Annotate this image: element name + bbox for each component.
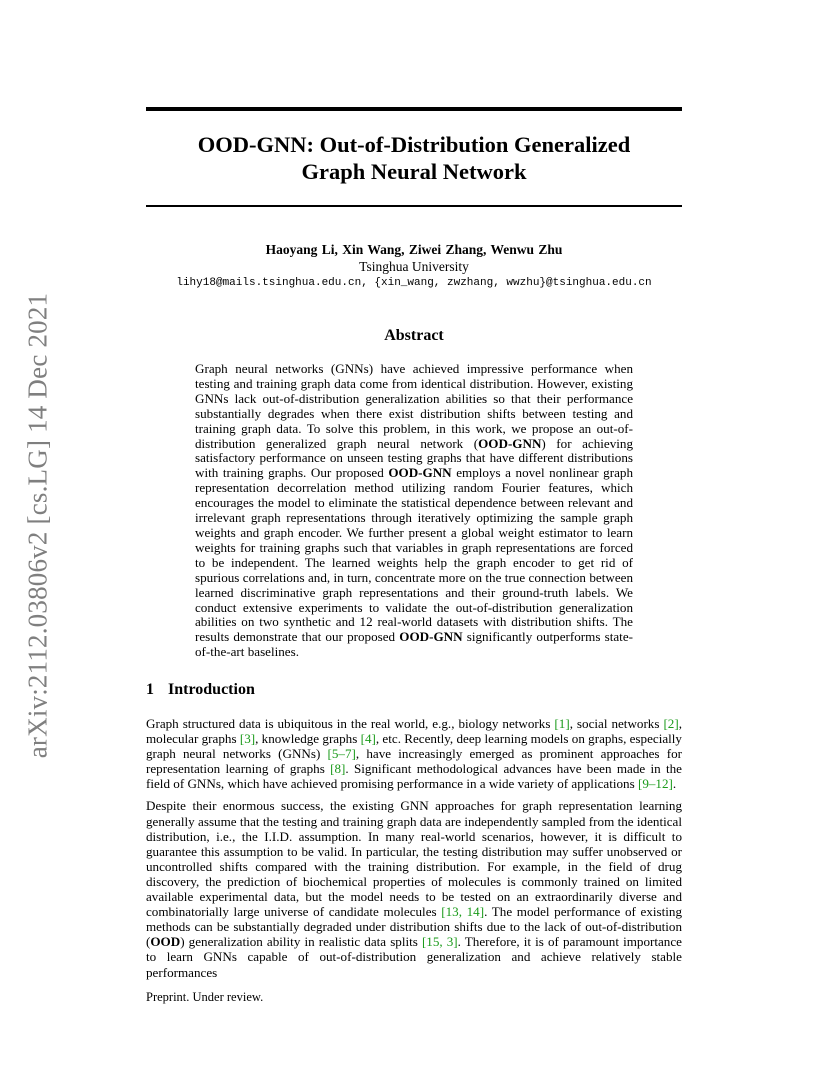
abstract-text: significantly outperforms state-of-the-art baselines. [195, 629, 633, 660]
section-heading [146, 681, 255, 699]
abstract-body [195, 362, 633, 660]
body-text: , etc. Recently, deep learning models on graphs, especially graph neural networks (GNNs) [146, 731, 682, 762]
citation-link[interactable]: [8] [330, 761, 346, 777]
abstract-text: Graph neural networks (GNNs) have achieved impressive performance when testing and training graph data come from identical distribution. However, existing GNNs lack out-of-distribution generalization abilities so that their performance substantially degrades when there exist distribution shifts between testing and training graph data. To solve this problem, in this work, we propose an out-of-distribution generalized graph neural network ( [195, 361, 633, 451]
intro-paragraph-2 [146, 798, 682, 979]
footer-note: Preprint. Under review. [146, 990, 264, 1004]
abstract-text: ) for achieving satisfactory performance on unseen testing graphs that have different distributions with training graphs. Our proposed [195, 435, 633, 481]
abstract-text: employs a novel nonlinear graph representation decorrelation method utilizing random Fourier features, which encourages the model to eliminate the statistical dependence between relevant and irrelevant graph representations through iteratively optimizing the sample graph weights and graph encoder. We further present a global weight estimator to learn weights for training graphs such that variables in graph representations are forced to be independent. The learned weights help the graph encoder to get rid of spurious correlations and, in turn, concentrate more on the true connection between learned discriminative graph representations and their ground-truth labels. We conduct extensive experiments to validate the out-of-distribution generalization abilities on two synthetic and 12 real-world datasets with distribution shifts. The results demonstrate that our proposed [195, 465, 633, 645]
citation-link[interactable]: [2] [663, 716, 679, 731]
section-title: Introduction [168, 681, 255, 698]
citation-link[interactable]: [4] [360, 731, 376, 747]
body-text: , social networks [569, 716, 664, 731]
body-text: , have increasingly emerged as prominent approaches for representation learning of graphs [146, 746, 682, 777]
abstract-paragraph [195, 362, 633, 660]
citation-link[interactable]: [3] [239, 731, 256, 747]
body-text: Despite their enormous success, the existing GNN approaches for graph representation learning generally assume that the testing and training graph data are independently sampled from the identical distribution, i.e., the I.I.D. assumption. In many real-world scenarios, however, it is difficult to guarantee this assumption to be valid. In particular, the testing distribution may suffer unobserved or uncontrolled shifts compared with the training distribution. For example, in the field of drug discovery, the prediction of biochemical properties of molecules is commonly trained on limited available experimental data, but the model needs to be tested on an extraordinarily diverse and combinatorially large universe of candidate molecules [146, 798, 682, 920]
paper-title [146, 131, 682, 185]
body-text: Graph structured data is ubiquitous in the real world, e.g., biology networks [146, 716, 555, 731]
arxiv-identifier [8, 290, 68, 760]
title-top-rule [146, 107, 682, 111]
title-bottom-rule [146, 205, 682, 207]
body-text: . [672, 776, 677, 792]
author-names: Haoyang Li, Xin Wang, Ziwei Zhang, Wenwu Zhu [265, 242, 563, 257]
author-emails: lihy18@mails.tsinghua.edu.cn, {xin_wang, zwzhang, wwzhu}@tsinghua.edu.cn [176, 277, 652, 289]
body-text: , molecular graphs [146, 716, 682, 747]
abstract-heading: Abstract [384, 327, 444, 344]
intro-paragraph-1 [146, 716, 682, 791]
body-text: . Significant methodological advances have been made in the field of GNNs, which have achieved promising performance in a wide variety of applications [146, 761, 682, 792]
citation-link[interactable]: [5–7] [327, 746, 356, 762]
introduction-body [146, 716, 682, 987]
citation-link[interactable]: [9–12] [637, 776, 673, 792]
method-name: OOD-GNN [399, 629, 463, 645]
body-text: , knowledge graphs [255, 731, 361, 747]
method-name: OOD-GNN [388, 465, 452, 481]
ood-term: OOD [150, 934, 181, 950]
citation-link[interactable]: [1] [554, 716, 570, 731]
body-text: . The model performance of existing methods can be substantially degraded under distribution shifts due to the lack of out-of-distribution ( [146, 904, 682, 950]
citation-link[interactable]: [13, 14] [441, 904, 485, 920]
method-name: OOD-GNN [478, 435, 542, 451]
paper-title-line-2: Graph Neural Network [301, 159, 527, 184]
arxiv-identifier-text: arXiv:2112.03806v2 [cs.LG] 14 Dec 2021 [22, 292, 53, 758]
body-text: . Therefore, it is of paramount importance to learn GNNs capable of out-of-distribution generalization and achieve relatively stable performances [146, 934, 682, 980]
body-text: ) generalization ability in realistic data splits [180, 934, 422, 950]
section-number: 1 [146, 681, 154, 698]
affiliation: Tsinghua University [359, 259, 469, 274]
author-block [146, 241, 682, 292]
citation-link[interactable]: [15, 3] [421, 934, 458, 950]
paper-title-line-1: OOD-GNN: Out-of-Distribution Generalized [197, 132, 631, 157]
